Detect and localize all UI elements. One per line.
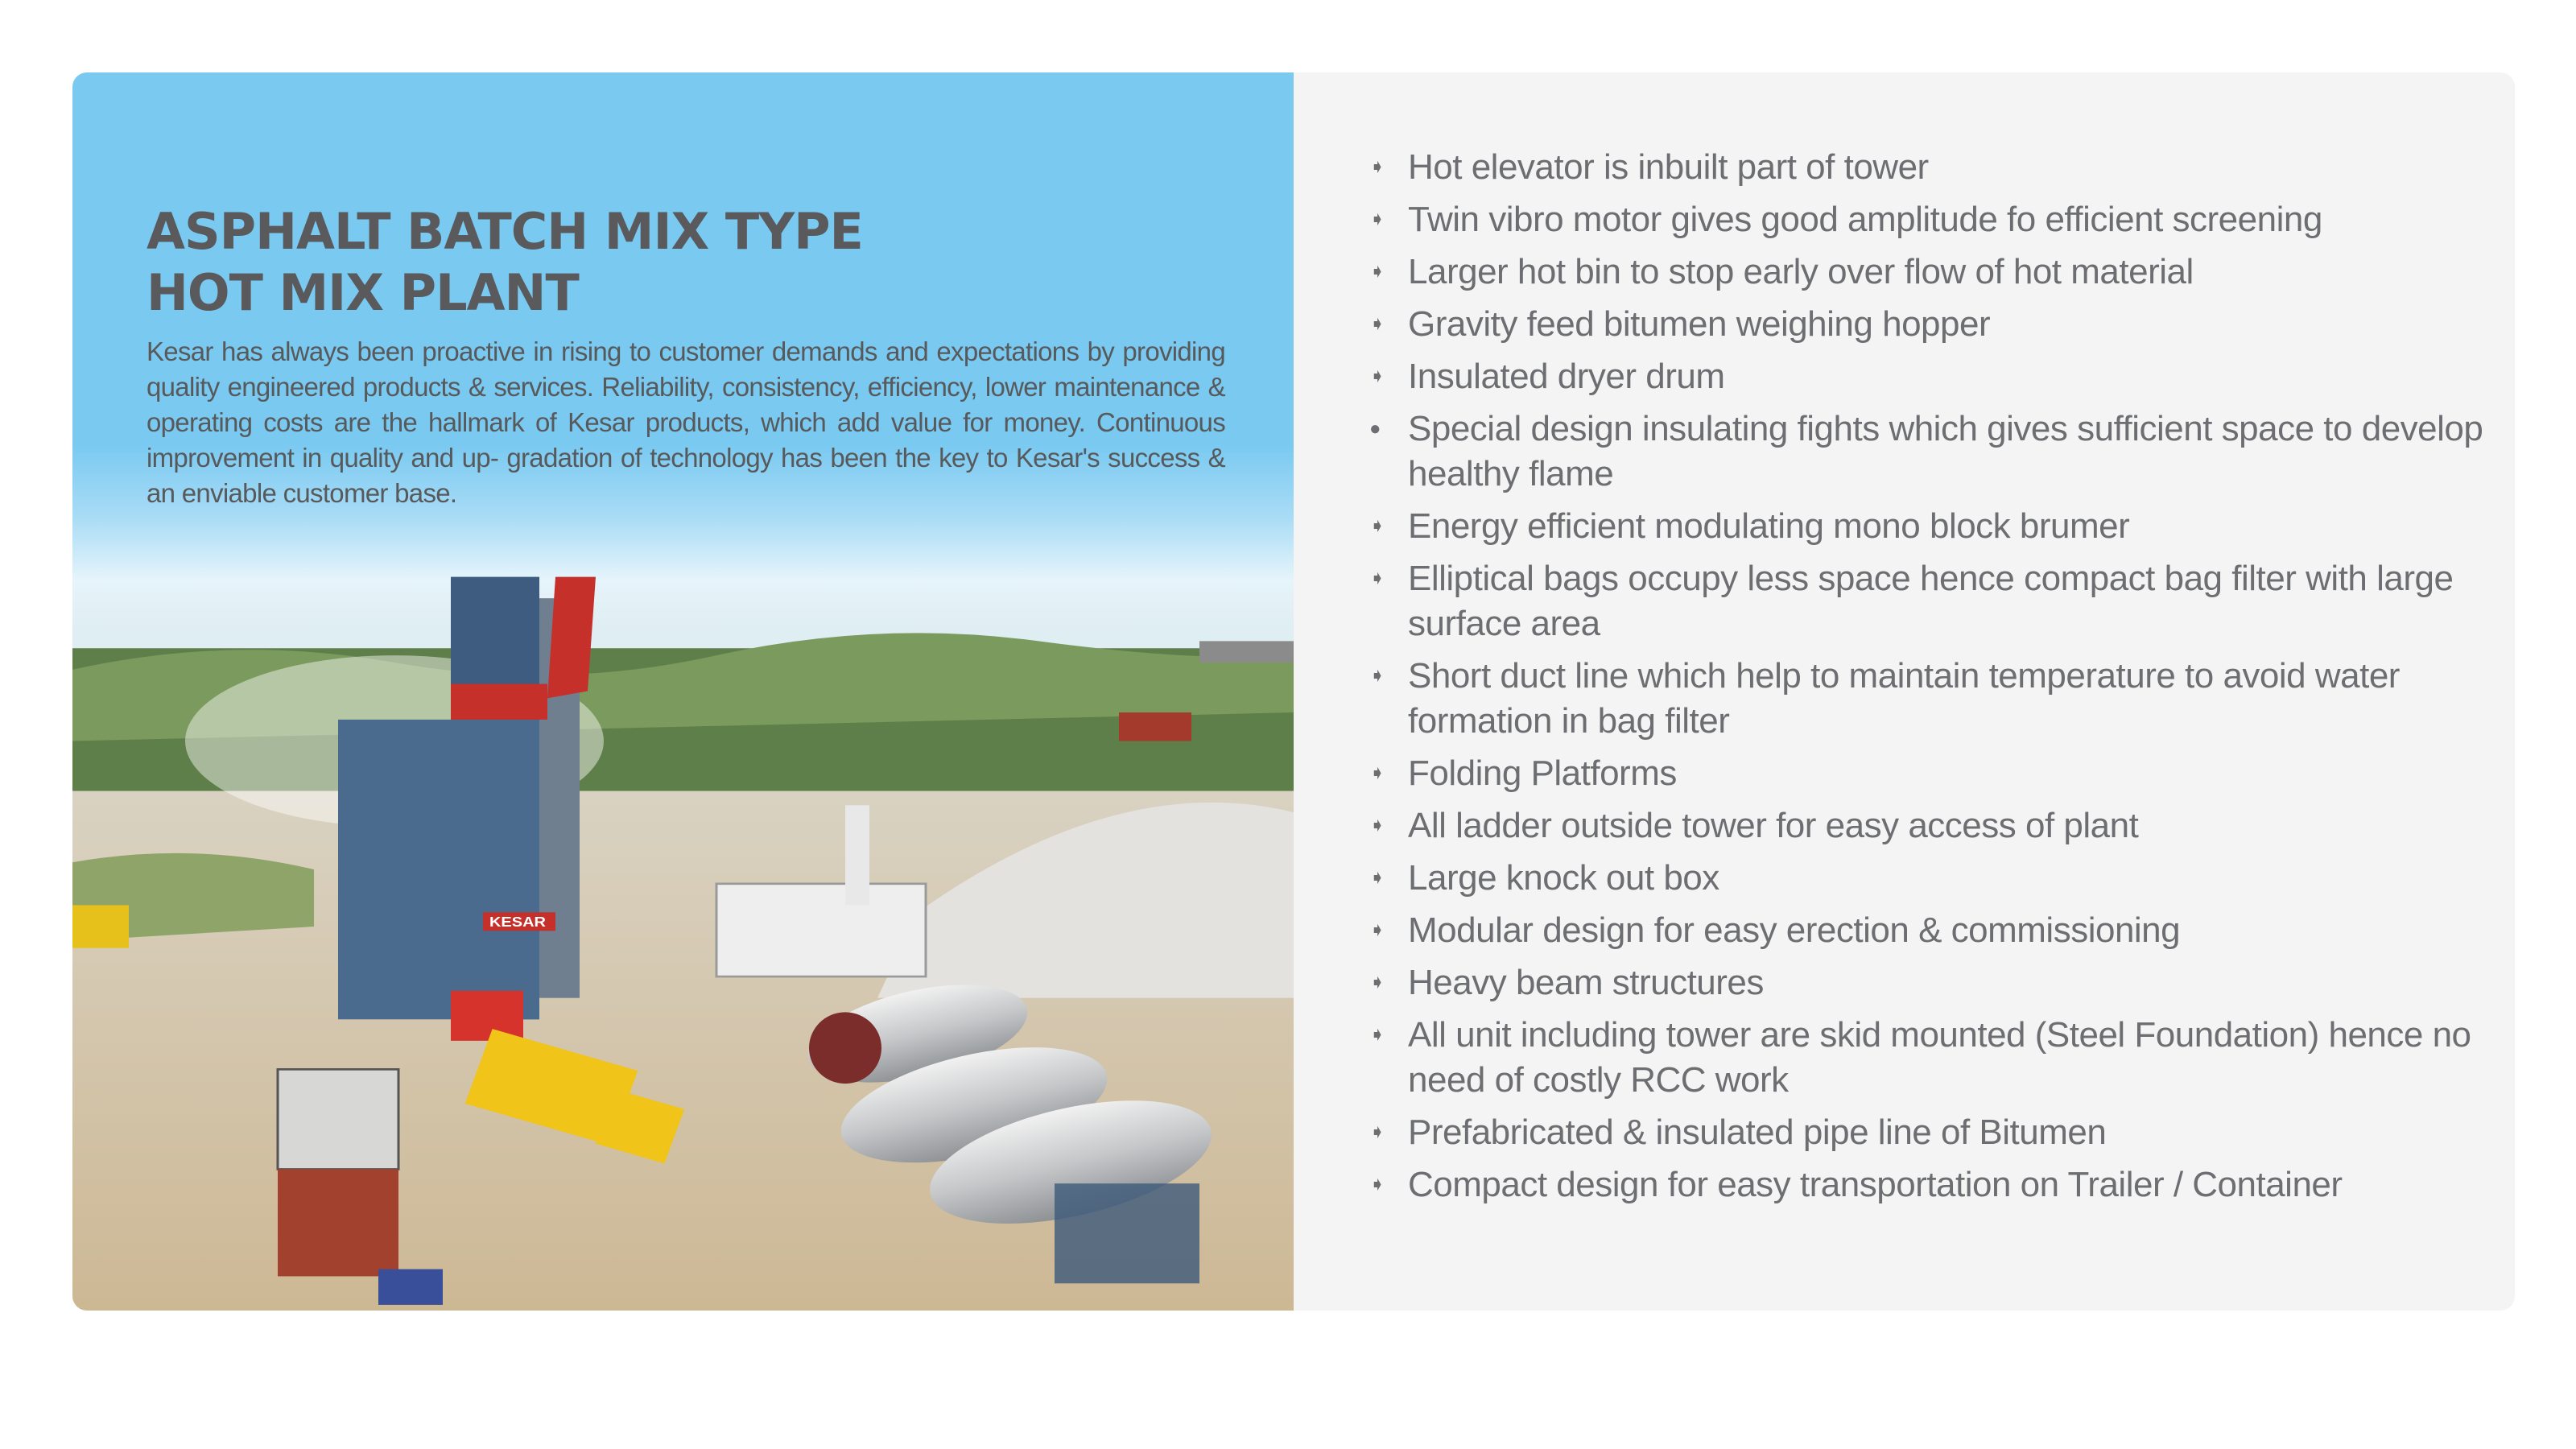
feature-item [1369, 960, 2487, 1005]
feature-item [1369, 908, 2487, 953]
feature-item [1369, 1162, 2487, 1208]
feature-text: Special design insulating fights which gives sufficient space to develop healthy flame [1408, 409, 2483, 493]
feature-item [1369, 354, 2487, 399]
bullet-icon: ➧ [1369, 156, 1385, 178]
feature-item [1369, 751, 2487, 796]
feature-text: Insulated dryer drum [1408, 357, 1725, 396]
bullet-icon: ➧ [1369, 972, 1385, 993]
plant-photo [72, 555, 1294, 1311]
bullet-icon: ➧ [1369, 1174, 1385, 1195]
bag-filter [716, 884, 926, 976]
feature-text: Larger hot bin to stop early over flow of hot material [1408, 252, 2194, 291]
feature-list [1369, 145, 2487, 1215]
bullet-icon: ➧ [1369, 815, 1385, 836]
feature-item [1369, 407, 2487, 497]
bullet-icon: ➧ [1369, 568, 1385, 589]
bullet-icon: ➧ [1369, 1121, 1385, 1143]
features-panel [1294, 72, 2515, 1311]
feature-text: All unit including tower are skid mounted (Steel Foundation) hence no need of costly RCC work [1408, 1015, 2471, 1100]
feature-item [1369, 654, 2487, 744]
intro-paragraph: Kesar has always been proactive in rising to customer demands and expectations by providing quality engineered products & services. Reliability, consistency, efficiency, lower maintenance & operating costs are the hallmark of Kesar products, which add value for money. Continuous improvement in quality and up- gradation of technology has been the key to Kesar's success & an enviable customer base. [147, 336, 1225, 508]
bullet-icon: ➧ [1369, 261, 1385, 283]
brand-sign: KESAR [489, 914, 546, 931]
feature-item [1369, 856, 2487, 901]
feature-text: All ladder outside tower for easy access of plant [1408, 806, 2139, 845]
feature-item [1369, 250, 2487, 295]
control-cabin [278, 1069, 398, 1169]
hero-panel [72, 72, 1294, 1311]
feature-item [1369, 197, 2487, 242]
feature-item [1369, 556, 2487, 646]
feature-text: Twin vibro motor gives good amplitude fo efficient screening [1408, 200, 2322, 239]
bullet-icon: ➧ [1369, 665, 1385, 687]
feature-item [1369, 1110, 2487, 1155]
feature-item [1369, 504, 2487, 549]
title-line-2: HOT MIX PLANT [147, 263, 579, 322]
bullet-icon: ➧ [1369, 867, 1385, 889]
feature-text: Compact design for easy transportation on Trailer / Container [1408, 1165, 2343, 1204]
feature-text: Energy efficient modulating mono block brumer [1408, 506, 2130, 546]
bullet-icon: ➧ [1369, 919, 1385, 941]
feature-text: Folding Platforms [1408, 753, 1677, 793]
feature-text: Prefabricated & insulated pipe line of Bitumen [1408, 1113, 2107, 1152]
feature-text: Gravity feed bitumen weighing hopper [1408, 304, 1991, 344]
bullet-icon: ➧ [1369, 515, 1385, 537]
bullet-icon: ➧ [1369, 208, 1385, 230]
feature-item [1369, 803, 2487, 848]
feature-item [1369, 1013, 2487, 1103]
feature-text: Elliptical bags occupy less space hence compact bag filter with large surface area [1408, 559, 2454, 643]
feature-text: Modular design for easy erection & commissioning [1408, 910, 2181, 950]
feature-text: Hot elevator is inbuilt part of tower [1408, 147, 1929, 187]
bullet-icon: ➧ [1369, 762, 1385, 784]
feature-text: Short duct line which help to maintain temperature to avoid water formation in bag filter [1408, 656, 2400, 741]
feature-text: Heavy beam structures [1408, 963, 1764, 1002]
bullet-icon: ➧ [1369, 365, 1385, 387]
feature-item [1369, 145, 2487, 190]
feature-text: Large knock out box [1408, 858, 1719, 898]
bullet-icon: ➧ [1369, 313, 1385, 335]
page-title [147, 201, 863, 324]
bullet-icon: ➧ [1369, 1024, 1385, 1046]
product-card [72, 72, 2515, 1311]
title-line-1: ASPHALT BATCH MIX TYPE [147, 202, 863, 261]
feature-item [1369, 302, 2487, 347]
bullet-icon: ● [1369, 418, 1381, 440]
